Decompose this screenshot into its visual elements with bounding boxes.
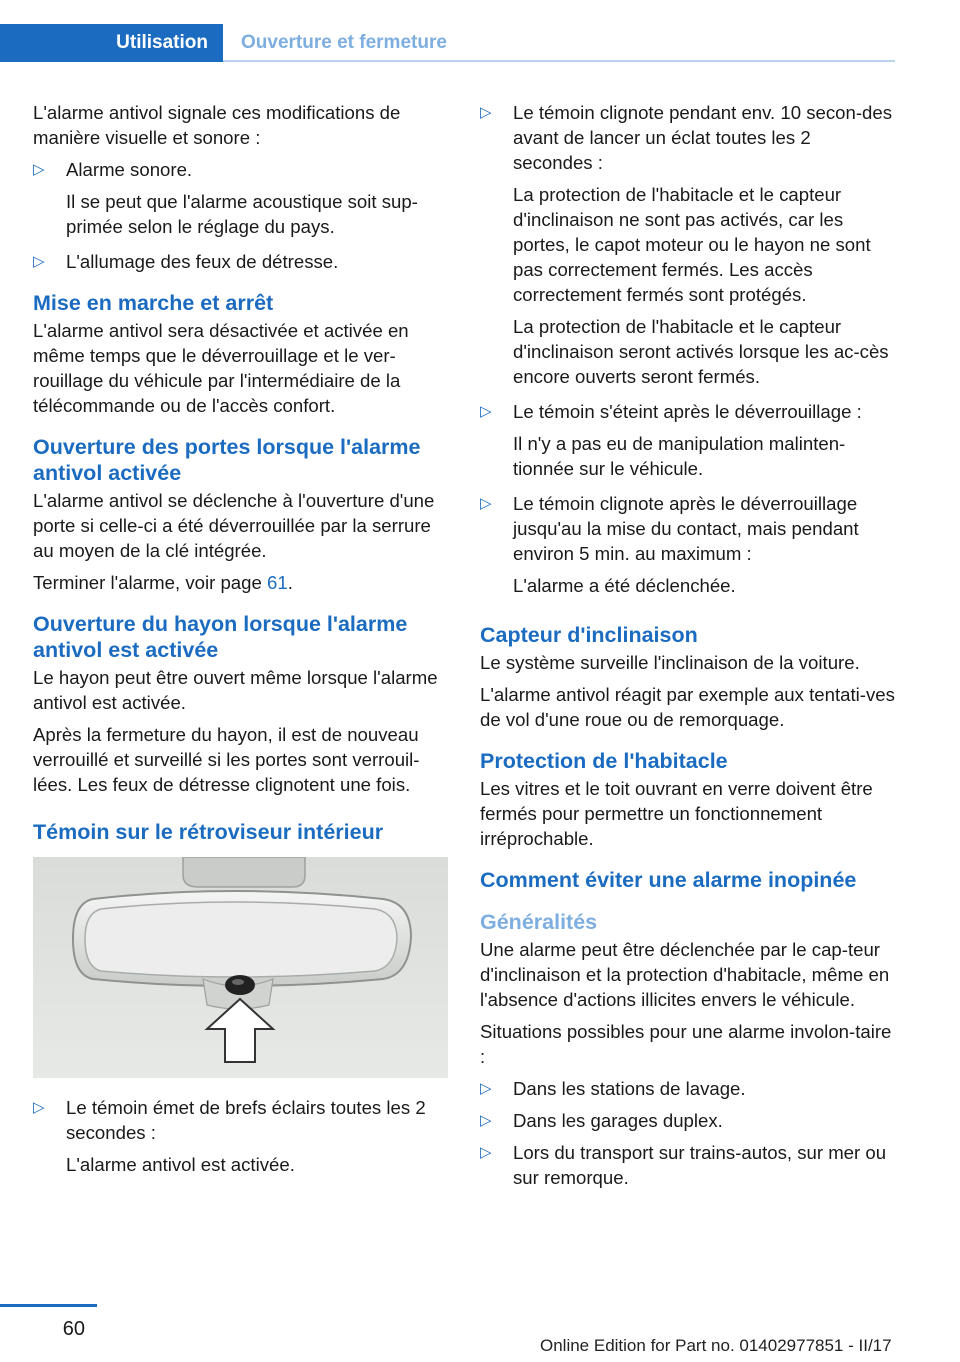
section-tab-utilisation[interactable]: Utilisation [0,24,223,62]
triangle-bullet-icon: ▷ [33,1099,45,1116]
heading-capteur: Capteur d'inclinaison [480,623,698,647]
rearview-mirror-illustration [33,857,448,1078]
list-item-text: Alarme sonore. [66,159,193,180]
footer-divider [0,1304,97,1307]
left-column [33,100,448,1187]
intro-paragraph: L'alarme antivol signale ces modifications de manière visuelle et sonore : [33,102,401,148]
heading-ouverture-hayon: Ouverture du hayon lorsque l'alarme antivol est activée [33,612,408,662]
list-item [33,157,448,182]
subheading-generalites: Généralités [480,910,598,934]
triangle-bullet-icon: ▷ [33,161,45,178]
page-header [0,24,895,62]
heading-temoin: Témoin sur le rétroviseur intérieur [33,820,384,844]
list-item [480,1140,895,1190]
list-item [33,1095,448,1145]
terminer-text: Terminer l'alarme, voir page [33,572,262,593]
right-column [480,100,895,1197]
paragraph: Les vitres et le toit ouvrant en verre doivent être fermés pour permettre un fonctionnement irréprochable. [480,778,873,849]
list-item-text: Le témoin s'éteint après le déverrouillage : [513,401,862,422]
page-number: 60 [62,1318,85,1340]
paragraph: Après la fermeture du hayon, il est de nouveau verrouillé et surveillé si les portes sont verrouil‐lées. Les feux de détresse clignotent une fois. [33,724,420,795]
triangle-bullet-icon: ▷ [480,104,492,121]
list-item-detail: La protection de l'habitacle et le capteur d'inclinaison seront activés lorsque les ac‐cès encore ouverts seront fermés. [513,316,889,387]
paragraph: Une alarme peut être déclenchée par le cap‐teur d'inclinaison et la protection d'habitacle, même en l'absence d'actions illicites envers le véhicule. [480,939,890,1010]
paragraph: L'alarme antivol réagit par exemple aux tentati‐ves de vol d'une roue ou de remorquage. [480,684,895,730]
list-item-detail: L'alarme antivol est activée. [66,1154,295,1175]
list-item-text: Le témoin émet de brefs éclairs toutes les 2 secondes : [66,1097,426,1143]
triangle-bullet-icon: ▷ [480,1080,492,1097]
list-item [480,100,895,175]
paragraph: L'alarme antivol sera désactivée et activée en même temps que le déverrouillage et le ver‐rouillage du véhicule par l'intermédiaire de la télécommande ou de l'accès confort. [33,320,409,416]
triangle-bullet-icon: ▷ [33,253,45,270]
list-item [480,491,895,566]
list-item-text: Le témoin clignote pendant env. 10 secon‐des avant de lancer un éclat toutes les 2 secondes : [513,102,893,173]
triangle-bullet-icon: ▷ [480,1144,492,1161]
triangle-bullet-icon: ▷ [480,403,492,420]
heading-eviter-alarme: Comment éviter une alarme inopinée [480,868,857,892]
list-item-text: Lors du transport sur trains-autos, sur mer ou sur remorque. [513,1142,887,1188]
paragraph: Le hayon peut être ouvert même lorsque l'alarme antivol est activée. [33,667,438,713]
list-item-text: Dans les stations de lavage. [513,1078,746,1099]
heading-protection: Protection de l'habitacle [480,749,728,773]
heading-mise-en-marche: Mise en marche et arrêt [33,291,274,315]
list-item-text: L'allumage des feux de détresse. [66,251,339,272]
triangle-bullet-icon: ▷ [480,1112,492,1129]
paragraph: L'alarme antivol se déclenche à l'ouverture d'une porte si celle-ci a été déverrouillée par la serrure au moyen de la clé intégrée. [33,490,435,561]
paragraph-page-ref: Terminer l'alarme, voir page 61. [33,572,293,593]
edition-text: Online Edition for Part no. 01402977851 - II/17 [540,1336,892,1355]
list-item [480,399,895,424]
list-item-detail: La protection de l'habitacle et le capteur d'inclinaison ne sont pas activés, car les portes, le capot moteur ou le hayon ne sont pas correctement fermés. Les accès correctement fermés sont protégés. [513,184,871,305]
paragraph: Situations possibles pour une alarme involon‐taire : [480,1021,892,1067]
heading-ouverture-portes: Ouverture des portes lorsque l'alarme antivol activée [33,435,421,485]
list-item [480,1076,895,1101]
list-item-detail: Il se peut que l'alarme acoustique soit sup‐primée selon le réglage du pays. [66,191,418,237]
list-item [480,1108,895,1133]
list-item-text: Le témoin clignote après le déverrouillage jusqu'au la mise du contact, mais pendant environ 5 min. au maximum : [513,493,859,564]
list-item [33,249,448,274]
list-item-text: Dans les garages duplex. [513,1110,723,1131]
list-item-detail: L'alarme a été déclenchée. [513,575,736,596]
paragraph: Le système surveille l'inclinaison de la voiture. [480,652,860,673]
list-item-detail: Il n'y a pas eu de manipulation malinten‐tionnée sur le véhicule. [513,433,846,479]
header-divider [223,60,895,62]
triangle-bullet-icon: ▷ [480,495,492,512]
page-link[interactable]: 61 [267,572,288,593]
section-tab-ouverture[interactable]: Ouverture et fermeture [241,32,447,53]
